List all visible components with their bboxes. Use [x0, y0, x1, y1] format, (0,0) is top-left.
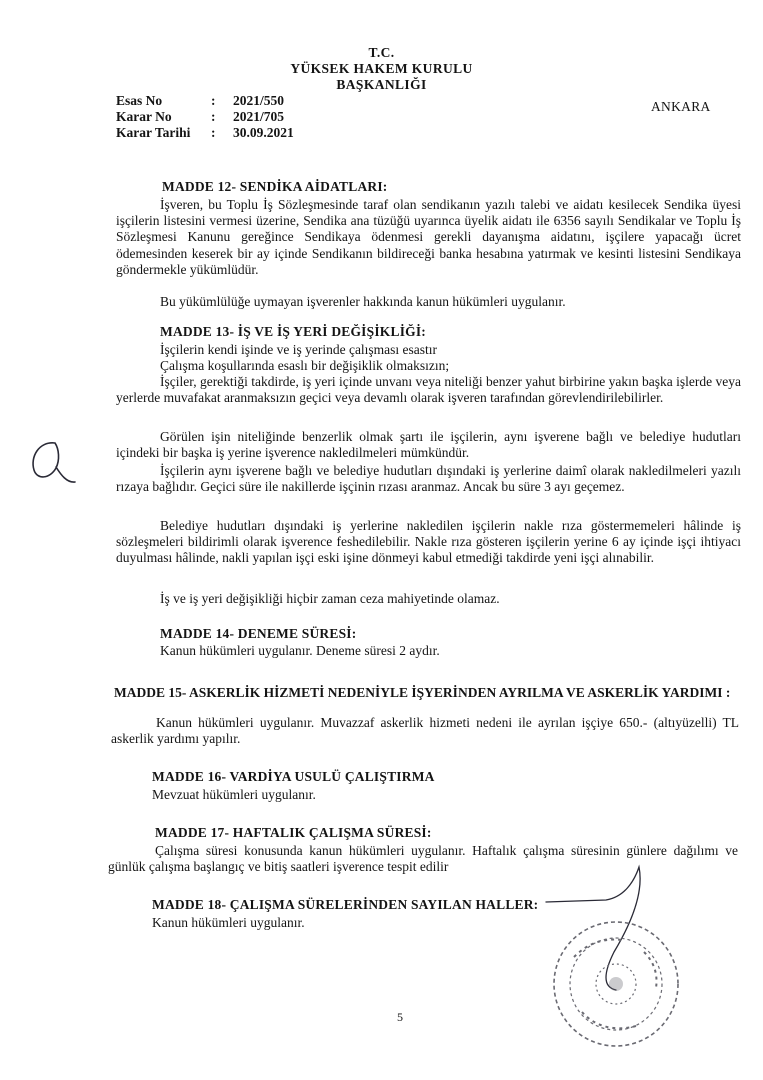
article-12-paragraph: İşveren, bu Toplu İş Sözleşmesinde taraf olan sendikanın yazılı talebi ve aidatı kesilecek Sendika üyesi işçilerin listesini vermesi üzerine, Sendika ana tüzüğü uyarınca üyelik aidatı ile 6356 sayılı Sendikalar ve Toplu İş Sözleşmesi Kanunu gereğince Sendikaya ödenmesi gerekli dayanışma aidatını, işçilere yapacağı ücret ödemesinden keserek bir ay içinde Sendikanın bildireceği banka hesabına yatırmak ve kesinti listesini Sendikaya göndermekle yükümlüdür.	[116, 197, 741, 277]
separator: :	[211, 93, 216, 108]
article-13-paragraph-7: İş ve iş yeri değişikliği hiçbir zaman ceza mahiyetinde olamaz.	[160, 591, 500, 606]
article-18-title: MADDE 18- ÇALIŞMA SÜRELERİNDEN SAYILAN HALLER:	[152, 897, 539, 912]
article-17-paragraph: Çalışma süresi konusunda kanun hükümleri uygulanır. Haftalık çalışma süresinin günlere dağılımı ve günlük çalışma başlangıç ve bitiş saatleri işverence tespit edilir	[108, 843, 738, 875]
decision-number-label: Karar No	[116, 109, 172, 124]
official-seal	[544, 862, 744, 1072]
article-17-title: MADDE 17- HAFTALIK ÇALIŞMA SÜRESİ:	[155, 825, 432, 840]
city: ANKARA	[651, 99, 711, 114]
article-15-title: MADDE 15- ASKERLİK HİZMETİ NEDENİYLE İŞYERİNDEN AYRILMA VE ASKERLİK YARDIMI :	[114, 685, 731, 700]
decision-number-value: 2021/705	[233, 109, 285, 124]
article-13-paragraph-4: Görülen işin niteliğinde benzerlik olmak şartı ile işçilerin, aynı işverene bağlı ve belediye hudutları içindeki bir başka iş yerine işverence nakledilmeleri mümkündür.	[116, 429, 741, 461]
article-13-line-1: İşçilerin kendi işinde ve iş yerinde çalışması esastır	[160, 342, 438, 357]
case-info	[116, 93, 294, 141]
article-15-paragraph: Kanun hükümleri uygulanır. Muvazzaf askerlik hizmeti nedeni ile ayrılan işçiye 650.- (altıyüzelli) TL askerlik yardımı yapılır.	[111, 715, 739, 747]
decision-date-row	[116, 125, 294, 141]
article-14-paragraph: Kanun hükümleri uygulanır. Deneme süresi 2 aydır.	[160, 643, 440, 658]
article-16-title: MADDE 16- VARDİYA USULÜ ÇALIŞTIRMA	[152, 769, 435, 784]
decision-number-row	[116, 109, 294, 125]
header-office: BAŞKANLIĞI	[336, 77, 427, 92]
article-16-paragraph: Mevzuat hükümleri uygulanır.	[152, 787, 316, 802]
article-13-title: MADDE 13- İŞ VE İŞ YERİ DEĞİŞİKLİĞİ:	[160, 324, 427, 339]
separator: :	[211, 109, 216, 124]
case-number-label: Esas No	[116, 93, 163, 108]
article-13-paragraph-6: Belediye hudutları dışındaki iş yerlerine nakledilen işçilerin nakle rıza göstermemeleri hâlinde iş sözleşmeleri bildirimli olarak işverence feshedilebilir. Nakle rıza gösteren işçilerin yerine 6 ay içinde işçi ihtiyacı duyulması hâlinde, nakli yapılan işçi eski işine dönmeyi kabul etmediği takdirde yeni işçi alınabilir.	[116, 518, 741, 566]
decision-date-value: 30.09.2021	[233, 125, 294, 140]
separator: :	[211, 125, 216, 140]
case-number-row	[116, 93, 294, 109]
decision-date-label: Karar Tarihi	[116, 125, 191, 140]
article-12-note: Bu yükümlülüğe uymayan işverenler hakkında kanun hükümleri uygulanır.	[160, 294, 566, 309]
header-institution: YÜKSEK HAKEM KURULU	[290, 61, 473, 76]
article-12-title: MADDE 12- SENDİKA AİDATLARI:	[162, 179, 388, 194]
article-18-paragraph: Kanun hükümleri uygulanır.	[152, 915, 305, 930]
article-13-paragraph-3: İşçiler, gerektiği takdirde, iş yeri içinde unvanı veya niteliği benzer yahut birbirine yakın başka işlerde veya yerlerde muvafakat aranmaksızın geçici veya devamlı olarak işveren tarafından görevlendirilebilirler.	[116, 374, 741, 406]
article-13-paragraph-5: İşçilerin aynı işverene bağlı ve belediye hudutları dışındaki iş yerlerine daimî olarak nakledilmeleri yazılı rızaya bağlıdır. Geçici süre ile nakillerde işçinin rızası aranmaz. Ancak bu süre 3 ayı geçemez.	[116, 463, 741, 495]
article-14-title: MADDE 14- DENEME SÜRESİ:	[160, 626, 357, 641]
case-number-value: 2021/550	[233, 93, 285, 108]
handwritten-initial	[25, 435, 80, 490]
article-13-line-2: Çalışma koşullarında esaslı bir değişiklik olmaksızın;	[160, 358, 450, 373]
header-tc: T.C.	[368, 45, 395, 60]
page-number: 5	[397, 1010, 403, 1024]
